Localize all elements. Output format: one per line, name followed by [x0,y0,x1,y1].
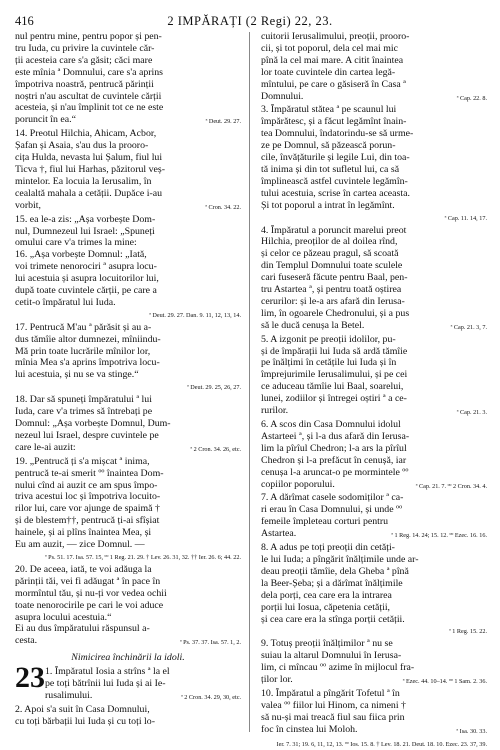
text-line [15,55,241,67]
text-line [15,43,241,55]
cross-reference: ª Cap. 21. 7. ºº 2 Cron. 34. 4. [415,482,487,490]
verse-text: mormîntul tău, și nu-ți vor vedea ochii [15,587,167,599]
verse-text: Domnul: „Așa vorbește Domnul, Dum- [15,418,171,429]
cross-reference: ª 1 Reg. 15. 22. [449,628,487,636]
text-line [261,578,487,590]
text-line [261,542,487,554]
text-line [261,176,487,188]
verse-text: părinții tăi, vei fi adăugat ª în pace în [15,575,161,587]
text-line [261,492,487,504]
verse-text: nului cînd ai auzit ce am spus împo- [15,479,158,491]
text-line [15,456,241,468]
left-tail-lines [15,704,241,728]
text-line [261,393,487,405]
column-divider [249,32,250,732]
text-line [261,31,487,43]
text-line [15,503,241,515]
text-line [15,140,241,152]
text-line [261,712,487,724]
text-line [15,716,241,728]
verse-text: cari fuseseră făcute pentru Baal, pen- [261,272,408,284]
text-line [15,297,241,309]
verse-text: Domnului. [261,90,304,102]
verse-text: este mînia ª Domnului, care s'a aprins [15,66,164,78]
text-line [15,79,241,91]
verse-text: porții lui Iosua, căpetenia cetății, [261,601,391,613]
verse-text: Iuda, care v'a trimes să întrebați pe [15,406,153,418]
verse-text: și cea care era la stînga porții cetății. [261,613,405,625]
verse-text: care le-ai auzit: [15,441,76,453]
verse-text: deau preoții tămîie, dela Gheba ª pînă [261,565,409,577]
verse-text: rurilor. [261,405,289,417]
verse-text: Și tot poporul a intrat în legămînt. [261,199,395,211]
text-line [15,285,241,297]
page-number: 416 [15,14,34,28]
text-line [261,164,487,176]
verse-text: împărătesc, și a făcut legămînt înain- [261,116,407,128]
verse-text: tea Domnului, îndatorindu-se să urme- [261,128,414,140]
text-line [15,468,241,480]
verse-text: Eu am auzit, — zice Domnul. — [15,539,145,551]
verse-text: 1. Împăratul Iosia a strîns ª la el [45,666,170,678]
verse-text: ce aduceau tămîie lui Baal, soarelui, [261,381,404,393]
verse-text: lunei, zodiilor și întregei oștiri ª a ce- [261,393,407,405]
text-line [15,623,241,635]
text-line [15,102,241,114]
verse-text: pentrucă te-ai smerit ºº înaintea Dom- [15,467,164,479]
cross-reference: ª Deut. 29. 27. [205,118,241,126]
text-line [261,381,487,393]
verse-text: împotriva noastră, pentrucă părinții [15,78,154,90]
verse-text: Astartea. [261,528,297,540]
text-line [261,625,487,638]
verse-text: copiilor poporului. [261,478,335,490]
verse-text: și celor ce păzeau pragul, să scoată [261,248,399,260]
verse-text: lui acestuia, și nu se va stinge.“ [15,369,139,381]
text-line [261,128,487,140]
cross-reference: Ier. 7. 31; 19. 6, 11, 12, 13. ºº Ios. 15. 8. † Lev. 18. 21. Deut. 18. 10. Ezec. 23. 37, 39. [276,740,487,748]
verse-text: 14. Preotul Hilchia, Ahicam, Acbor, [15,128,157,140]
cross-reference: ª Cap. 21. 3, 7. [450,323,487,331]
text-line [15,418,241,430]
text-line [15,635,241,649]
text-line [261,479,487,493]
verse-text: lim la pîrîul Chedron; l-a ars la pîrîul [261,442,407,454]
verse-text: ri erau în Casa Domnului, și unde ºº [261,504,403,516]
text-line [261,602,487,614]
cross-reference: ª Cap. 22. 8. [456,94,487,102]
text-line [261,650,487,662]
text-line [261,369,487,381]
verse-text: 8. A adus pe toți preoții din cetăți- [261,542,395,554]
right-text-lines [261,31,487,750]
text-line [261,200,487,212]
verse-text: pe înălțimi în cetățile lui Iuda și în [261,357,397,369]
text-line [15,612,241,624]
verse-text: suiau la altarul Domnului în Ierusa- [261,650,402,662]
verse-text: ze pe Domnul, să păzească porun- [261,140,396,152]
cross-reference: ª 2 Cron. 34. 26, etc. [190,445,241,453]
cross-reference: ª Ps. 37. 37. Isa. 57. 1, 2. [179,639,241,647]
text-line [15,704,241,716]
chapter-text-lines [45,666,241,704]
text-line [261,212,487,225]
verse-text: să le ducă cenușa la Betel. [261,319,365,331]
text-line [261,504,487,516]
text-line [261,55,487,67]
text-line [45,678,241,690]
text-line [261,260,487,272]
verse-text: foc în cinstea lui Moloh. [261,723,358,735]
verse-text: 4. Împăratul a poruncit marelui preot [261,224,407,236]
text-line [15,564,241,576]
verse-text: și de împărații lui Iuda să ardă tămîie [261,345,408,357]
verse-text: 2. Apoi s'a suit în Casa Domnului, [15,703,150,715]
verse-text: dela porți, cea care era la intrarea [261,589,392,601]
text-line [261,700,487,712]
verse-text: după toate cuvintele cărții, pe care a [15,285,157,297]
verse-text: cetit-o împăratul lui Iuda. [15,296,116,308]
text-line [45,666,241,678]
text-line [15,188,241,200]
text-line [261,236,487,248]
text-line [261,308,487,320]
text-line [261,516,487,528]
text-line [15,576,241,588]
verse-text: tului acestuia, scrise în cartea aceasta. [261,187,410,199]
verse-text: lim, în ogoarele Chedronului, și a pus [261,307,410,319]
verse-text: 3. Împăratul stătea ª pe scaunul lui [261,104,397,116]
text-line [15,176,241,188]
verse-text: împrejurimile Ierusalimului, și pe cei [261,369,408,381]
text-line [15,588,241,600]
text-line [261,419,487,431]
verse-text: cile, învățăturile și legile Lui, din toa- [261,152,410,164]
verse-text: rilor lui, care vor ajunge de spaimă † [15,503,160,515]
text-line [261,455,487,467]
verse-text: omului care v'a trimes la mine: [15,237,137,249]
text-line [15,164,241,176]
text-line [15,91,241,103]
text-line [261,528,487,542]
chapter-number: 23 [15,661,45,695]
verse-text: ții acesteia care s'a găsit; căci mare [15,54,153,66]
text-line [261,638,487,650]
verse-text: poruncit în ea.“ [15,114,76,126]
verse-text: femeile împleteau corturi pentru [261,516,389,528]
text-line [15,322,241,334]
text-line [261,566,487,578]
verse-text: nul pentru mine, pentru popor și pen- [15,31,162,42]
verse-text: mînia Mea s'a aprins împotriva locu- [15,357,160,369]
text-line [261,296,487,308]
verse-text: 16. „Așa vorbește Domnul: „Iată, [15,249,147,261]
text-line [261,152,487,164]
text-line [15,152,241,164]
verse-text: valea ºº fiilor lui Hinom, ca nimeni † [261,699,406,711]
verse-text: 10. Împăratul a pîngărit Tofetul ª în [261,687,400,699]
verse-text: pînă la cel mai mare. A citit înaintea [261,54,404,66]
verse-text: noștri n'au ascultat de cuvintele cărții [15,90,162,102]
text-line [261,346,487,358]
cross-reference: ª Cron. 34. 22. [205,203,241,211]
verse-text: cița Hulda, nevasta lui Șalum, fiul lui [15,152,163,164]
text-line [261,357,487,369]
text-line [261,724,487,738]
verse-text: 20. De aceea, iată, te voi adăuga la [15,563,152,575]
right-column [261,31,487,750]
verse-text: le lui Iuda; a pîngărit înălțimile unde ar- [261,553,419,565]
text-line [15,346,241,358]
text-line [15,309,241,322]
verse-text: mîntului, pe care o găsiseră în Casa ª [261,78,406,90]
verse-text: 9. Totuș preoții înălțimilor ª nu se [261,638,393,650]
text-line [15,357,241,369]
text-line [261,91,487,105]
text-line [261,443,487,455]
verse-text: 6. A scos din Casa Domnului idolul [261,419,401,430]
text-line [15,226,241,238]
verse-text: pe toți bătrînii lui Iuda și ai Ie- [45,678,166,690]
verse-text: la Beer-Șeba; și a dărîmat înălțimile [261,577,403,589]
left-column [15,31,241,728]
page-header [15,14,485,30]
running-title: 2 IMPĂRAȚI (2 Regi) 22, 23. [167,14,333,28]
verse-text: voi trimete nenorociri ª asupra locu- [15,261,157,273]
text-line [261,674,487,688]
text-line [45,690,241,704]
text-line [15,237,241,249]
verse-text: și de blestem††, pentrucă ți-ai sfîșiat [15,515,160,527]
text-line [15,128,241,140]
verse-text: mintelor. Ea locuia la Ierusalim, în [15,175,152,187]
verse-text: ților lor. [261,674,293,686]
verse-text: lui acestuia și asupra locuitorilor lui, [15,273,159,285]
text-line [15,114,241,128]
verse-text: 19. „Pentrucă ți s'a mișcat ª inima, [15,455,150,467]
cross-reference: ª Cap. 21. 3. [456,409,487,417]
text-line [15,539,241,551]
text-line [15,394,241,406]
verse-text: cu toți bărbații lui Iuda și cu toți lo- [15,715,155,727]
text-line [15,527,241,539]
verse-text: vorbit, [15,199,41,211]
verse-text: cealaltă mahala a cetății. Dupăce i-au [15,187,163,199]
cross-reference: ª 1 Reg. 14. 24; 15. 12. ºº Ezec. 16. 16. [391,532,487,540]
section-heading: Nimicirea închinării la idoli. [71,652,185,664]
chapter-start [15,661,241,704]
verse-text: 17. Pentrucă M'au ª părăsit și au a- [15,321,152,333]
verse-text: 15. ea le-a zis: „Așa vorbește Dom- [15,213,156,225]
verse-text: cesta. [15,635,38,647]
verse-text: 5. A izgonit pe preoții idolilor, pu- [261,333,396,345]
text-line [261,334,487,346]
text-line [261,43,487,55]
text-line [15,31,241,43]
verse-text: Astarteei ª, și l-a dus afară din Ierusa- [261,430,410,442]
text-line [261,272,487,284]
verse-text: Mă prin toate lucrările mînilor lor, [15,345,151,357]
verse-text: cuitorii Ierusalimului, preoții, prooro- [261,31,410,42]
verse-text: acesteia, și n'au împlinit tot ce ne este [15,102,164,114]
text-line [15,200,241,214]
verse-text: dus tămîie altor dumnezei, mîniindu- [15,333,161,345]
verse-text: 7. A dărîmat casele sodomiților ª ca- [261,492,404,504]
verse-text: din Templul Domnului toate sculele [261,260,403,272]
verse-text: toate nenorocirile pe cari le voi aduce [15,599,164,611]
verse-text: asupra locului acestuia.“ [15,611,112,623]
verse-text: lor toate cuvintele din cartea legă- [261,66,396,78]
text-line [15,273,241,285]
text-line [261,320,487,334]
text-line [15,442,241,456]
text-line [15,214,241,226]
cross-reference: ª Isa. 30. 33. [456,727,487,735]
cross-reference: ª Ezec. 44. 10–14. ºº 1 Sam. 2. 36. [402,678,487,686]
text-line [261,116,487,128]
text-line [15,491,241,503]
text-line [15,406,241,418]
verse-text: nezeul lui Israel, despre cuvintele pe [15,429,159,441]
text-line [261,554,487,566]
text-line [15,249,241,261]
verse-text: Ticva †, fiul lui Harhas, păzitorul veș- [15,163,165,175]
cross-reference: ª Deut. 29. 27. Dan. 9. 11, 12, 13, 14. [149,311,241,319]
verse-text: Hilchia, preoților de al doilea rînd, [261,236,398,248]
verse-text: cerurilor: și le-a ars afară din Ierusa- [261,295,405,307]
verse-text: tă inima și din tot sufletul lui, ca să [261,163,400,175]
cross-reference: ª Deut. 29. 25, 26, 27. [187,384,241,392]
text-line [15,480,241,492]
text-line [261,104,487,116]
text-line [261,431,487,443]
text-line [15,551,241,564]
verse-text: 18. Dar să spuneți împăratului ª lui [15,394,152,406]
verse-text: cii, și tot poporul, dela cel mai mic [261,42,398,54]
text-line [261,738,487,750]
verse-text: rusalimului. [45,689,93,701]
text-line [261,67,487,79]
text-line [15,430,241,442]
verse-text: Chedron și l-a prefăcut în cenușă, iar [261,454,407,466]
text-line [261,614,487,626]
verse-text: împlinească astfel cuvintele legămîn- [261,175,408,187]
text-line [261,248,487,260]
cross-reference: ª 2 Cron. 34. 29, 30, etc. [181,693,241,701]
cross-reference: ª Cap. 11. 14, 17. [444,214,487,222]
left-text-lines [15,31,241,649]
text-line [261,590,487,602]
text-line [261,467,487,479]
text-line [15,334,241,346]
text-line [15,261,241,273]
verse-text: cenușa l-a aruncat-o pe mormintele ºº [261,466,409,478]
text-line [261,79,487,91]
text-line [261,140,487,152]
text-line [261,405,487,419]
verse-text: triva acestui loc și împotriva locuito- [15,491,161,503]
text-line [261,284,487,296]
text-line [261,225,487,237]
text-line [15,600,241,612]
verse-text: tru Astartea ª, și pentru toată oștirea [261,284,402,296]
verse-text: hainele, și ai plîns înaintea Mea, și [15,527,152,539]
verse-text: tru Iuda, cu privire la cuvintele căr- [15,42,155,54]
text-line [261,188,487,200]
text-line [261,662,487,674]
text-line [15,381,241,394]
text-line [261,688,487,700]
verse-text: să nu-și mai treacă fiul sau fiica prin [261,711,405,723]
text-line [15,515,241,527]
text-line [15,67,241,79]
cross-reference: ª Ps. 51. 17. Isa. 57. 15, ºº 1 Reg. 21. 29. † Lev. 26. 31, 32. †† Ier. 26. 6; 44. 22. [44,553,241,561]
verse-text: Ei au dus împăratului răspunsul a- [15,623,150,635]
text-line [15,369,241,381]
verse-text: lim, ci mîncau ºº azime în mijlocul fra- [261,662,415,674]
verse-text: Șafan și Asaia, s'au dus la prooro- [15,140,149,152]
verse-text: nul, Dumnezeul lui Israel: „Spuneți [15,225,155,237]
